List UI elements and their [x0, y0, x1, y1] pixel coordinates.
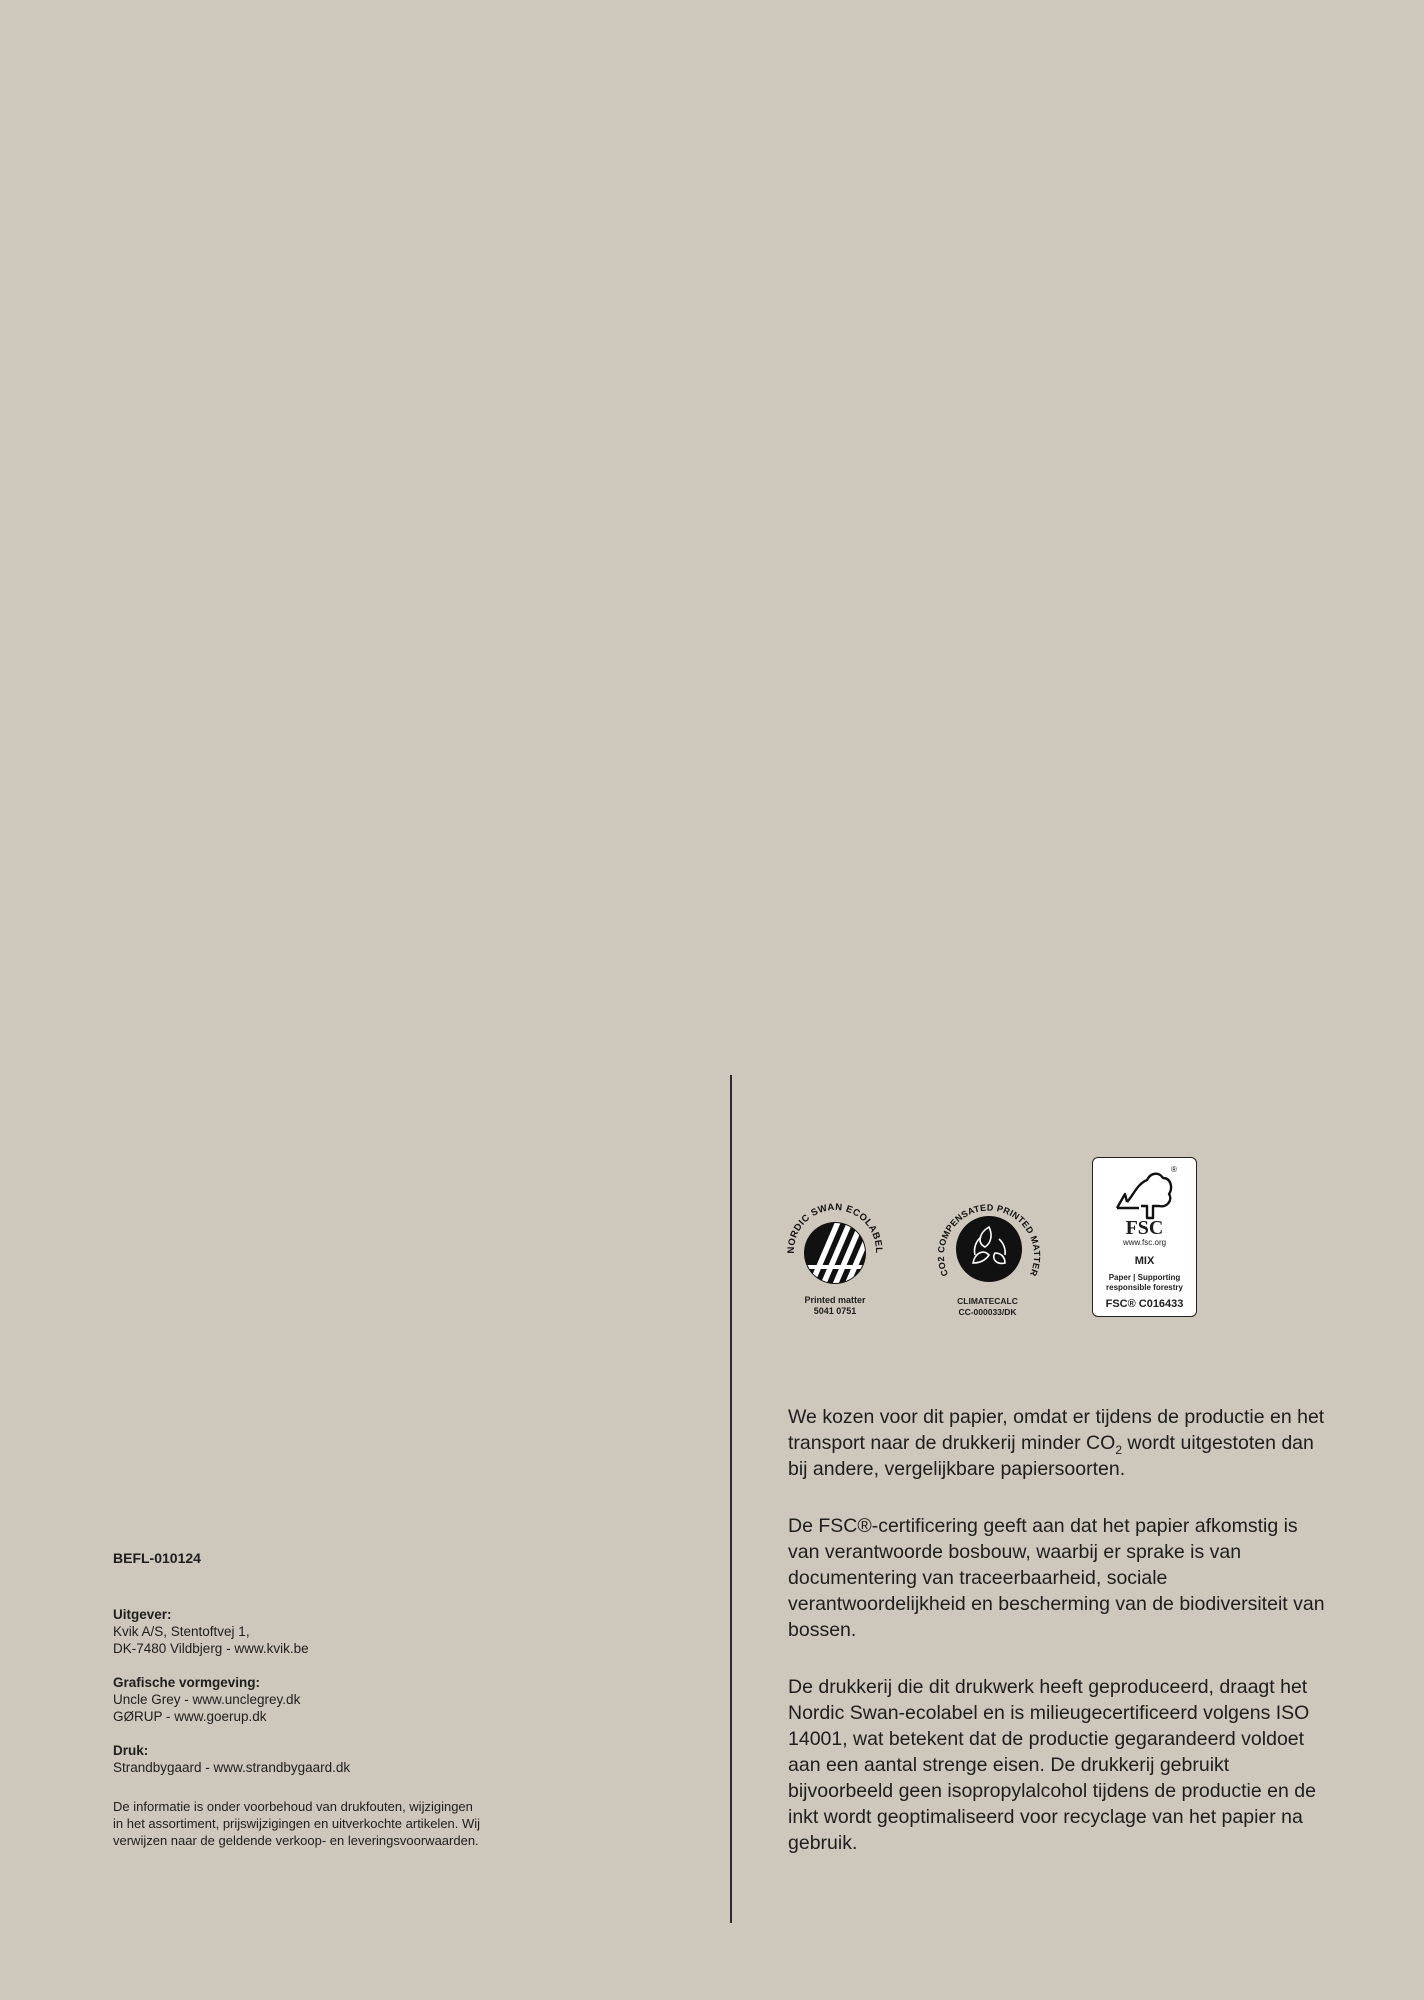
design-line: Uncle Grey - www.unclegrey.dk [113, 1692, 301, 1707]
print-title: Druk: [113, 1743, 149, 1758]
disclaimer-line: De informatie is onder voorbehoud van drukfouten, wijzigingen [113, 1799, 473, 1814]
design-title: Grafische vormgeving: [113, 1675, 261, 1690]
eco-logos [780, 1155, 1220, 1325]
co2-caption-line: CC-000033/DK [958, 1307, 1017, 1317]
disclaimer-line: in het assortiment, prijswijzigingen en uitverkochte artikelen. Wij [113, 1816, 481, 1831]
co2-subscript: 2 [1115, 1442, 1122, 1457]
paper-info-column [788, 1404, 1328, 1887]
co2-caption-line: CLIMATECALC [957, 1296, 1018, 1306]
publisher-line: Kvik A/S, Stentoftvej 1, [113, 1624, 250, 1639]
svg-text:CO2 COMPENSATED PRINTED MATTER: CO2 COMPENSATED PRINTED MATTER [935, 1202, 1043, 1278]
swan-caption-line: 5041 0751 [813, 1306, 857, 1316]
catalog-code: BEFL-010124 [113, 1550, 201, 1566]
swan-caption [780, 1295, 890, 1317]
publisher-block [113, 1606, 553, 1657]
recycle-leaves-icon [925, 1193, 1050, 1295]
fsc-logo [1092, 1157, 1197, 1317]
vertical-divider [730, 1075, 732, 1923]
design-line: GØRUP - www.goerup.dk [113, 1709, 267, 1724]
imprint-column [113, 1550, 553, 1849]
fsc-brand: FSC [1125, 1217, 1164, 1239]
publisher-title: Uitgever: [113, 1607, 172, 1622]
fsc-paragraph: De FSC®-certificering geeft aan dat het papier afkomstig is van verantwoorde bosbouw, waarbij er sprake is van documentering van traceerbaarheid, sociale verantwoordelijkheid en bescherming van de biodiversiteit van bossen. [788, 1515, 1325, 1641]
paper-choice-text-end: wordt uitgestoten dan bij andere, vergelijkbare papiersoorten. [788, 1432, 1314, 1480]
fsc-license-code: FSC® C016433 [1105, 1298, 1184, 1310]
nordic-swan-logo [780, 1195, 890, 1323]
fsc-mix: MIX [1134, 1255, 1155, 1267]
disclaimer [113, 1798, 553, 1849]
paper-choice-paragraph [788, 1404, 1328, 1482]
svg-text:NORDIC SWAN ECOLABEL: NORDIC SWAN ECOLABEL [785, 1201, 885, 1254]
co2-compensated-logo [925, 1193, 1050, 1323]
print-line: Strandbygaard - www.strandbygaard.dk [113, 1760, 351, 1775]
fsc-description [1093, 1273, 1196, 1293]
swan-caption-line: Printed matter [804, 1295, 866, 1305]
design-block [113, 1674, 553, 1725]
co2-caption [925, 1296, 1050, 1318]
svg-text:®: ® [1171, 1165, 1177, 1174]
nordic-swan-icon [780, 1195, 890, 1295]
fsc-description-line: Paper | Supporting [1108, 1273, 1181, 1282]
paper-choice-text: We kozen voor dit papier, omdat er tijdens de productie en het transport naar de drukkerij minder CO [788, 1406, 1325, 1454]
fsc-site: www.fsc.org [1122, 1238, 1167, 1247]
print-block [113, 1742, 553, 1776]
publisher-line: DK-7480 Vildbjerg - www.kvik.be [113, 1641, 309, 1656]
disclaimer-line: verwijzen naar de geldende verkoop- en leveringsvoorwaarden. [113, 1833, 479, 1848]
fsc-description-line: responsible forestry [1106, 1283, 1183, 1292]
printer-paragraph: De drukkerij die dit drukwerk heeft geproduceerd, draagt het Nordic Swan-ecolabel en is milieugecertificeerd volgens ISO 14001, wat betekent dat de productie gegarandeerd voldoet aan een aantal strenge eisen. De drukkerij gebruikt bijvoorbeeld geen isopropylalcohol tijdens de productie en de inkt wordt geoptimaliseerd voor recyclage van het papier na gebruik. [788, 1676, 1316, 1854]
